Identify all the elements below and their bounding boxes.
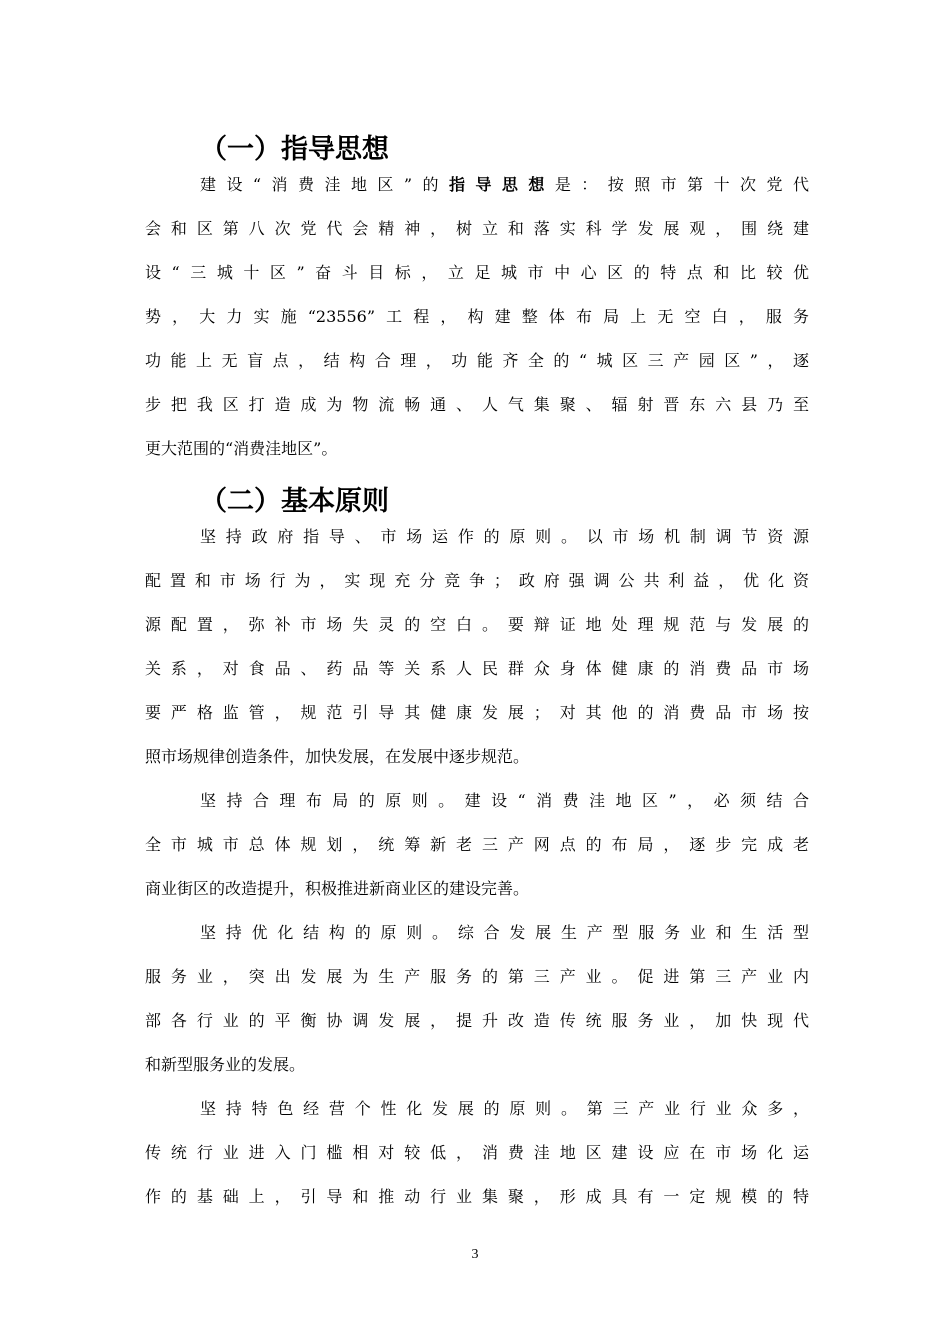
paragraph-principle-rational-layout: [145, 788, 809, 920]
paragraph-principle-government-guidance: [145, 524, 809, 788]
paragraph-line: 作的基础上，引导和推动行业集聚，形成具有一定规模的特: [145, 1187, 809, 1206]
paragraph-line: 要严格监管，规范引导其健康发展；对其他的消费品市场按: [145, 703, 809, 722]
text-run: 建设“消费洼地区”的: [200, 175, 449, 194]
paragraph-line: 传统行业进入门槛相对较低，消费洼地区建设应在市场化运: [145, 1143, 809, 1162]
paragraph-line: 步把我区打造成为物流畅通、人气集聚、辐射晋东六县乃至: [145, 395, 809, 414]
paragraph-line: 坚持优化结构的原则。综合发展生产型服务业和生活型: [200, 923, 809, 942]
bold-text-run: 指导思想: [448, 175, 555, 194]
section-heading-guiding-ideology: （一）指导思想: [200, 134, 389, 165]
paragraph-guiding-ideology: [145, 172, 809, 480]
paragraph-line: 坚持合理布局的原则。建设“消费洼地区”，必须结合: [200, 791, 809, 810]
paragraph-line: 坚持特色经营个性化发展的原则。第三产业行业众多，: [200, 1099, 809, 1118]
paragraph-line: 势，大力实施“23556”工程，构建整体布局上无空白，服务: [145, 307, 809, 326]
document-page: [145, 128, 809, 1228]
paragraph-line: 坚持政府指导、市场运作的原则。以市场机制调节资源: [200, 527, 809, 546]
paragraph-line: 全市城市总体规划，统筹新老三产网点的布局，逐步完成老: [145, 835, 809, 854]
page-number: 3: [471, 1247, 479, 1262]
paragraph-line: 配置和市场行为，实现充分竞争；政府强调公共利益，优化资: [145, 571, 809, 590]
paragraph-line: 关系，对食品、药品等关系人民群众身体健康的消费品市场: [145, 659, 809, 678]
paragraph-principle-characteristic-operation: [145, 1096, 809, 1228]
paragraph-line: 设“三城十区”奋斗目标，立足城市中心区的特点和比较优: [145, 263, 809, 282]
paragraph-principle-optimize-structure: [145, 920, 809, 1096]
paragraph-line: 功能上无盲点，结构合理，功能齐全的“城区三产园区”，逐: [145, 351, 809, 370]
paragraph-line: 照市场规律创造条件，加快发展，在发展中逐步规范。: [145, 747, 530, 766]
paragraph-line: [145, 172, 809, 216]
paragraph-line: 部各行业的平衡协调发展，提升改造传统服务业，加快现代: [145, 1011, 809, 1030]
paragraph-line: 会和区第八次党代会精神，树立和落实科学发展观，围绕建: [145, 219, 809, 238]
section-heading-basic-principles: （二）基本原则: [200, 486, 389, 517]
paragraph-line: 商业街区的改造提升，积极推进新商业区的建设完善。: [145, 879, 530, 898]
paragraph-line: 和新型服务业的发展。: [145, 1055, 306, 1074]
paragraph-line: 服务业，突出发展为生产服务的第三产业。促进第三产业内: [145, 967, 809, 986]
paragraph-line: 更大范围的“消费洼地区”。: [145, 439, 338, 458]
paragraph-line: 源配置，弥补市场失灵的空白。要辩证地处理规范与发展的: [145, 615, 809, 634]
text-run: 是：按照市第十次党代: [554, 175, 809, 194]
